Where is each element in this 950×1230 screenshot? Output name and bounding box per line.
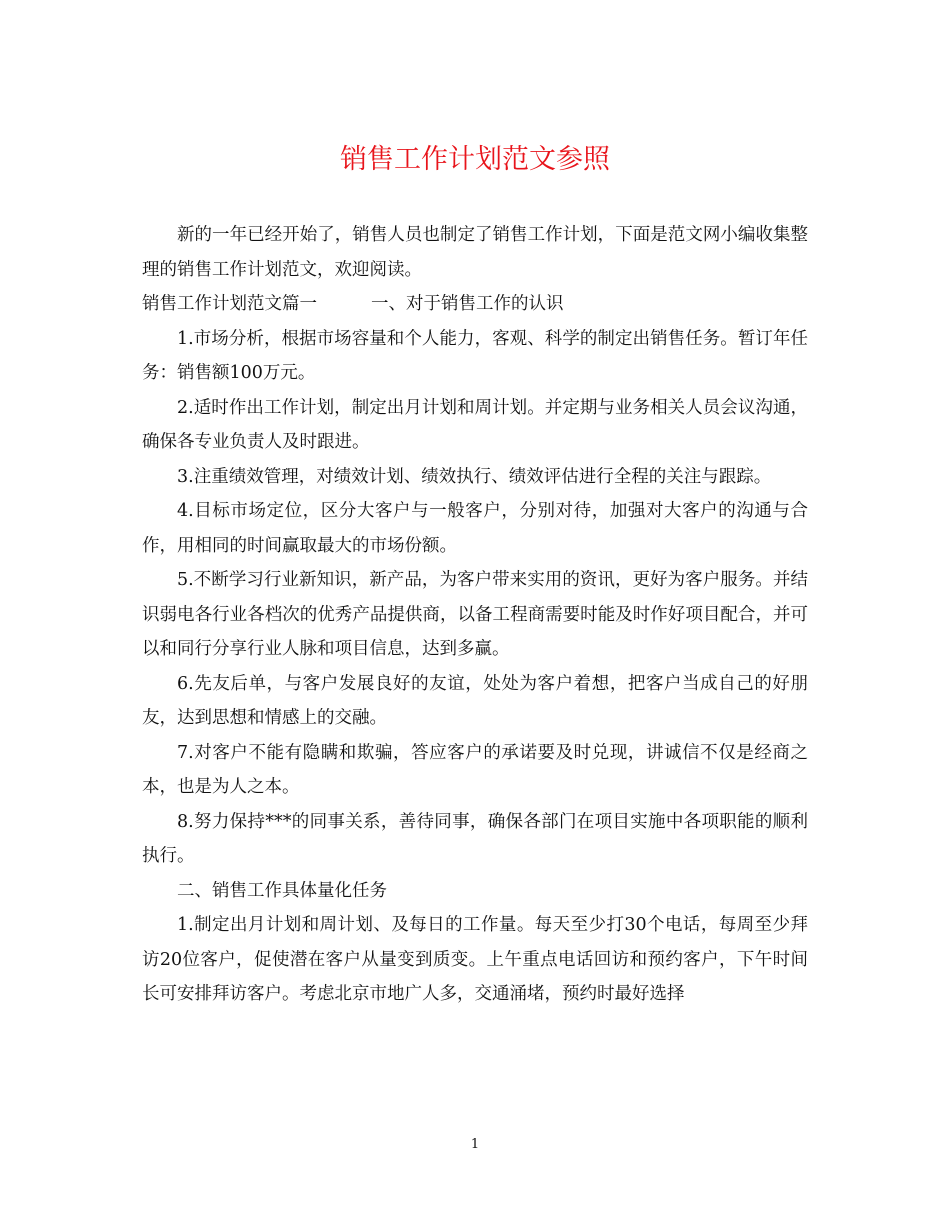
paragraph-8: 8.努力保持***的同事关系，善待同事，确保各部门在项目实施中各项职能的顺利执行。 <box>142 811 808 866</box>
document-title: 销售工作计划范文参照 <box>340 144 610 175</box>
paragraph-5: 5.不断学习行业新知识，新产品，为客户带来实用的资讯，更好为客户服务。并结识弱电各行业各档次的优秀产品提供商，以备工程商需要时能及时作好项目配合，并可以和同行分享行业人脉和项目信息，达到多赢。 <box>142 570 808 659</box>
paragraph-1: 1.市场分析，根据市场容量和个人能力，客观、科学的制定出销售任务。暂订年任务：销售额100万元。 <box>142 328 808 383</box>
paragraph-4: 4.目标市场定位，区分大客户与一般客户，分别对待，加强对大客户的沟通与合作，用相同的时间赢取最大的市场份额。 <box>142 501 808 556</box>
section-heading-1: 一、对于销售工作的认识 <box>371 294 564 314</box>
section-label: 销售工作计划范文篇一 <box>142 294 317 314</box>
intro-paragraph: 新的一年已经开始了，销售人员也制定了销售工作计划，下面是范文网小编收集整理的销售工作计划范文，欢迎阅读。 <box>142 225 808 280</box>
paragraph-7: 7.对客户不能有隐瞒和欺骗，答应客户的承诺要及时兑现，讲诚信不仅是经商之本，也是为人之本。 <box>142 742 808 797</box>
section-line <box>142 287 808 322</box>
page-number: 1 <box>470 1137 480 1152</box>
document-body <box>142 218 808 1012</box>
section-heading-2: 二、销售工作具体量化任务 <box>177 880 387 901</box>
paragraph-2: 2.适时作出工作计划，制定出月计划和周计划。并定期与业务相关人员会议沟通，确保各专业负责人及时跟进。 <box>142 397 808 452</box>
paragraph-9: 1.制定出月计划和周计划、及每日的工作量。每天至少打30个电话，每周至少拜访20位客户，促使潜在客户从量变到质变。上午重点电话回访和预约客户，下午时间长可安排拜访客户。考虑北京市地广人多，交通涌堵，预约时最好选择 <box>142 915 808 1004</box>
paragraph-6: 6.先友后单，与客户发展良好的友谊，处处为客户着想，把客户当成自己的好朋友，达到思想和情感上的交融。 <box>142 673 808 728</box>
paragraph-3: 3.注重绩效管理，对绩效计划、绩效执行、绩效评估进行全程的关注与跟踪。 <box>177 466 772 487</box>
